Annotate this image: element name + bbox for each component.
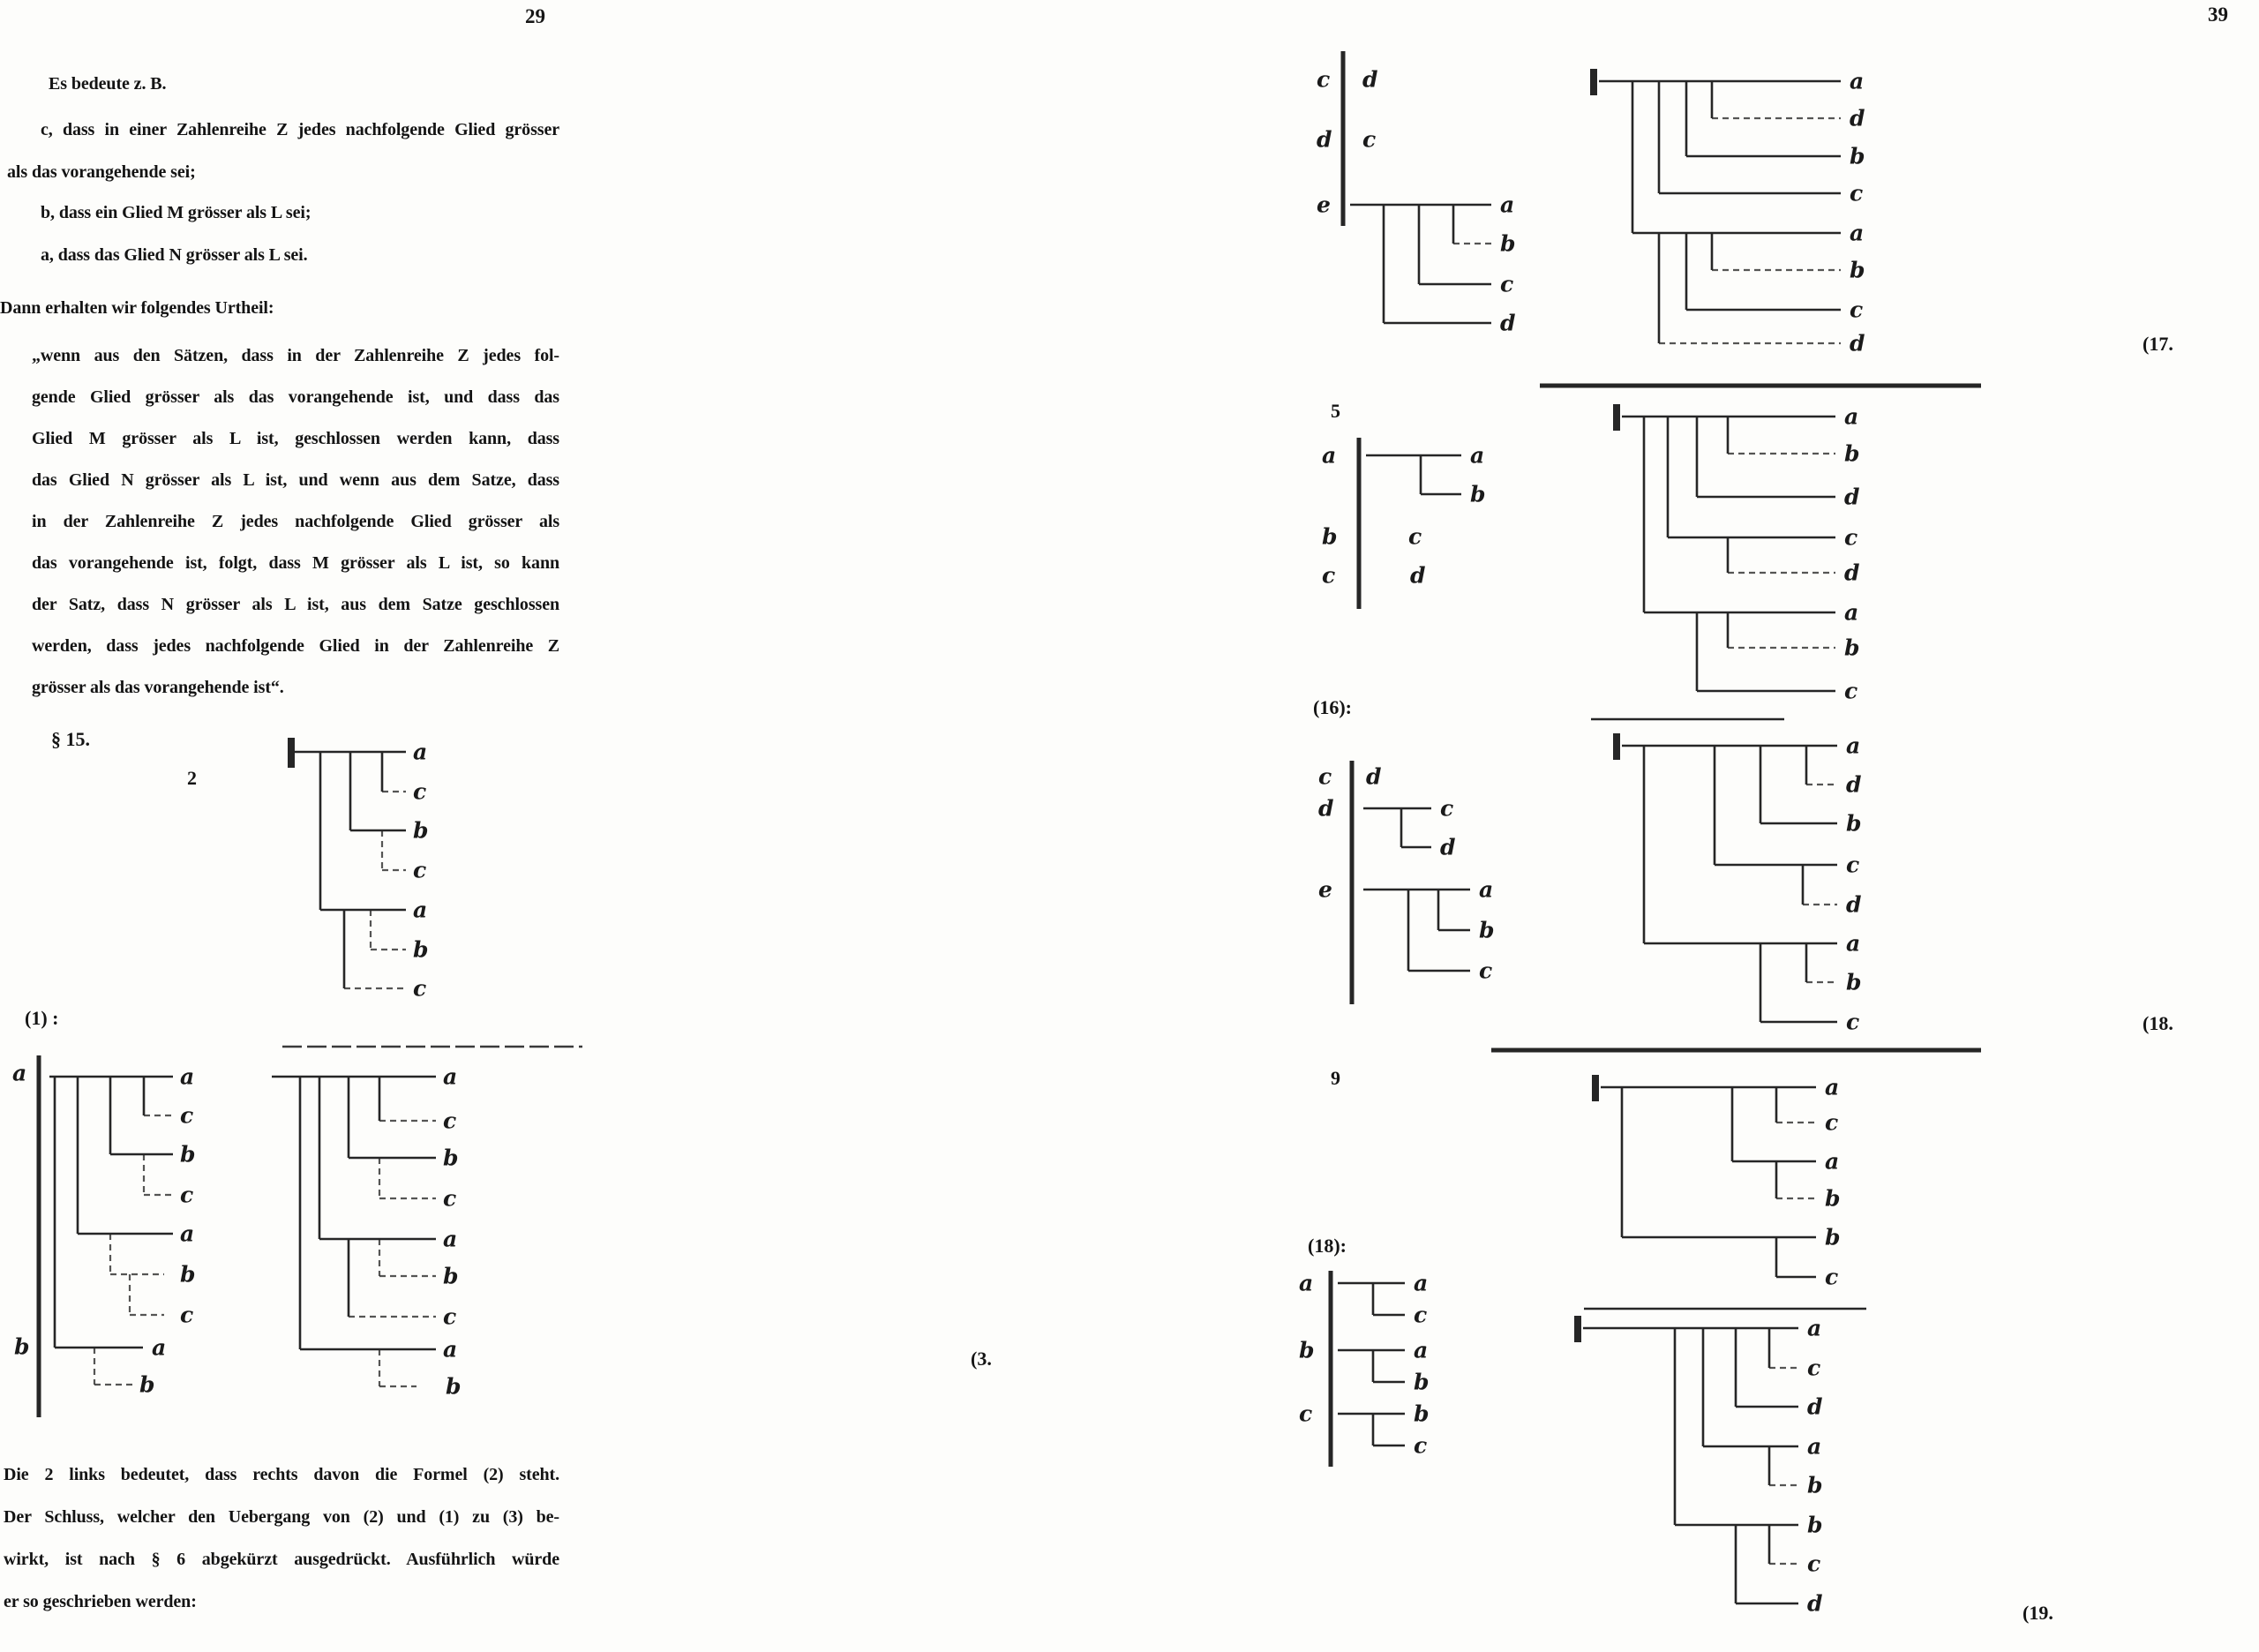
formula-letter: b	[1322, 523, 1338, 550]
formula-letter: a	[1500, 191, 1515, 218]
subst-table-17	[1317, 51, 1515, 336]
formula-letter: d	[1850, 330, 1865, 357]
formula-letter: d	[1846, 891, 1862, 918]
formula-letter: d	[1318, 795, 1334, 822]
formula-letter: b	[1470, 481, 1486, 507]
text-line: Glied M grösser als L ist, geschlossen werden kann, dass	[32, 429, 559, 448]
formula-letter: a	[1807, 1315, 1822, 1341]
formula-letter: d	[1366, 763, 1382, 790]
text-line: Der Schluss, welcher den Uebergang von (2) und (1) zu (3) be-	[4, 1507, 559, 1527]
formula-letter: b	[413, 817, 429, 844]
formula-letter: d	[1807, 1393, 1823, 1420]
formula-letter: b	[139, 1371, 155, 1398]
formula-letter: a	[413, 897, 428, 923]
formula-letter: d	[1410, 562, 1426, 589]
subst-table-16	[1318, 761, 1494, 1004]
formula-letter: c	[443, 1108, 457, 1134]
formula-letter: a	[413, 739, 428, 765]
formula-letter: c	[1479, 957, 1493, 984]
formula-letter: e	[1318, 876, 1332, 903]
formula-letter: d	[1317, 126, 1332, 153]
formula-letter: c	[180, 1102, 194, 1129]
formula-letter: a	[443, 1063, 458, 1090]
formula-letter: c	[180, 1182, 194, 1208]
text-line: das Glied N grösser als L ist, und wenn aus dem Satze, dass	[32, 470, 559, 490]
formula-letter: c	[1299, 1400, 1313, 1427]
formula-letter: b	[443, 1263, 459, 1289]
formula-letter: b	[180, 1261, 196, 1288]
text-line: der Satz, dass N grösser als L ist, aus dem Satze geschlossen	[32, 595, 559, 614]
formula-label-17: (17.	[2143, 333, 2173, 355]
text-line: wirkt, ist nach § 6 abgekürzt ausgedrückt. Ausführlich würde	[4, 1550, 559, 1569]
formula-letter: e	[1317, 191, 1331, 218]
formula-letter: c	[1807, 1355, 1821, 1381]
subst-table-5	[1322, 438, 1485, 609]
formula-letter: c	[443, 1185, 457, 1212]
formula-letter: d	[1846, 771, 1862, 798]
formula-letter: c	[180, 1302, 194, 1328]
formula-letter: c	[1414, 1302, 1428, 1328]
formula-letter: c	[1846, 1009, 1860, 1035]
text-line: c, dass in einer Zahlenreihe Z jedes nachfolgende Glied grösser	[41, 120, 559, 139]
formula-letter: a	[1850, 220, 1865, 246]
text-line: b, dass ein Glied M grösser als L sei;	[41, 203, 311, 222]
page-number-left: 29	[525, 5, 545, 27]
premise-ref-5: 5	[1331, 400, 1340, 422]
formula-letter: a	[1825, 1074, 1840, 1100]
formula-letter: a	[180, 1220, 195, 1247]
section-heading: § 15.	[51, 728, 90, 750]
formula-letter: b	[446, 1373, 462, 1400]
formula-letter: b	[180, 1141, 196, 1168]
page-number-right: 39	[2208, 4, 2228, 26]
formula-19-upper-tree	[1595, 1075, 1840, 1290]
formula-letter: b	[14, 1333, 30, 1360]
formula-letter: c	[413, 975, 427, 1002]
text-line: er so geschrieben werden:	[4, 1592, 197, 1611]
formula-letter: a	[12, 1060, 27, 1086]
formula-letter: b	[1825, 1224, 1841, 1250]
formula-letter: d	[1850, 105, 1865, 131]
formula-letter: c	[1500, 271, 1514, 297]
formula-letter: d	[1844, 559, 1860, 586]
formula-letter: b	[1850, 257, 1865, 283]
formula-letter: a	[1322, 442, 1337, 469]
formula-ref-1: (1) :	[25, 1007, 59, 1029]
subst-table-18	[1299, 1271, 1429, 1468]
formula-label-19: (19.	[2023, 1602, 2053, 1624]
formula-letter: d	[1362, 66, 1378, 93]
formula-letter: d	[1440, 834, 1456, 860]
formula-ref-16: (16):	[1313, 696, 1352, 718]
formula-letter: a	[1807, 1433, 1822, 1460]
formula-letter: c	[1408, 523, 1422, 550]
formula-letter: c	[1850, 180, 1864, 206]
formula-ref-18: (18):	[1308, 1235, 1347, 1257]
formula-letter: b	[1414, 1400, 1430, 1427]
text-line: Dann erhalten wir folgendes Urtheil:	[0, 298, 274, 318]
formula-letter: a	[1846, 930, 1861, 957]
formula-letter: c	[1846, 852, 1860, 878]
premise-ref-2: 2	[187, 767, 197, 789]
formula-letter: a	[1470, 442, 1485, 469]
formula-letter: a	[443, 1336, 458, 1363]
formula-letter: a	[1479, 876, 1494, 903]
formula-letter: c	[1317, 66, 1331, 93]
text-line: grösser als das vorangehende ist“.	[32, 678, 284, 697]
formula-letter: a	[1414, 1337, 1429, 1363]
formula-letter: a	[1844, 599, 1859, 626]
formula-letter: b	[1825, 1185, 1841, 1212]
formula-letter: a	[1844, 403, 1859, 430]
text-line: a, dass das Glied N grösser als L sei.	[41, 245, 308, 265]
formula-letter: c	[1362, 126, 1377, 153]
formula-3-left-tree	[12, 1055, 195, 1417]
formula-letter: b	[1807, 1472, 1823, 1498]
formula-letter: a	[1850, 68, 1865, 94]
text-line: als das vorangehende sei;	[7, 162, 196, 182]
formula-letter: b	[1844, 635, 1860, 661]
formula-letter: a	[1299, 1270, 1314, 1296]
formula-letter: c	[1825, 1109, 1839, 1136]
formula-letter: b	[1299, 1337, 1315, 1363]
premise-ref-9: 9	[1331, 1067, 1340, 1089]
formula-letter: c	[1440, 795, 1454, 822]
formula-letter: c	[413, 857, 427, 883]
formula-letter: b	[1414, 1369, 1430, 1395]
formula-letter: a	[1846, 732, 1861, 759]
formula-letter: c	[443, 1303, 457, 1330]
formula-letter: b	[443, 1145, 459, 1171]
formula-18-upper-tree	[1617, 404, 1859, 704]
formula-letter: b	[1500, 230, 1516, 257]
text-line: „wenn aus den Sätzen, dass in der Zahlenreihe Z jedes fol-	[32, 346, 559, 365]
formula-label-18: (18.	[2143, 1012, 2173, 1034]
formula-letter: b	[1850, 143, 1865, 169]
formula-letter: b	[413, 936, 429, 963]
formula-letter: c	[413, 778, 427, 805]
formula-letter: c	[1807, 1551, 1821, 1577]
formula-letter: d	[1500, 310, 1516, 336]
formula-17-tree	[1594, 69, 1865, 357]
text-line: in der Zahlenreihe Z jedes nachfolgende Glied grösser als	[32, 512, 559, 531]
formula-letter: c	[1844, 678, 1858, 704]
formula-2-tree	[291, 738, 428, 1002]
formula-letter: a	[152, 1334, 167, 1361]
formula-letter: c	[1844, 524, 1858, 551]
formula-letter: c	[1825, 1264, 1839, 1290]
formula-letter: b	[1846, 969, 1862, 995]
formula-letter: a	[180, 1063, 195, 1090]
text-line: Die 2 links bedeutet, dass rechts davon die Formel (2) steht.	[4, 1465, 559, 1484]
text-line: das vorangehende ist, folgt, dass M grösser als L ist, so kann	[32, 553, 559, 573]
formula-letter: b	[1844, 440, 1860, 467]
formula-letter: c	[1322, 562, 1336, 589]
formula-letter: c	[1850, 297, 1864, 323]
formula-letter: a	[443, 1226, 458, 1252]
formula-letter: d	[1844, 484, 1860, 510]
text-line: werden, dass jedes nachfolgende Glied in der Zahlenreihe Z	[32, 636, 559, 656]
formula-letter: b	[1807, 1512, 1823, 1538]
formula-3-right-tree	[272, 1064, 461, 1400]
formula-letter: a	[1825, 1148, 1840, 1175]
text-line: Es bedeute z. B.	[49, 74, 167, 94]
formula-letter: b	[1479, 917, 1495, 943]
formula-label-3: (3.	[971, 1348, 992, 1370]
formula-letter: d	[1807, 1590, 1823, 1617]
formula-letter: c	[1414, 1432, 1428, 1459]
formula-letter: a	[1414, 1270, 1429, 1296]
formula-18-lower-tree	[1617, 733, 1861, 1035]
formula-letter: c	[1318, 763, 1332, 790]
formula-letter: b	[1846, 810, 1862, 837]
formula-19-lower-tree	[1578, 1316, 1822, 1617]
text-line: gende Glied grösser als das vorangehende ist, und dass das	[32, 387, 559, 407]
